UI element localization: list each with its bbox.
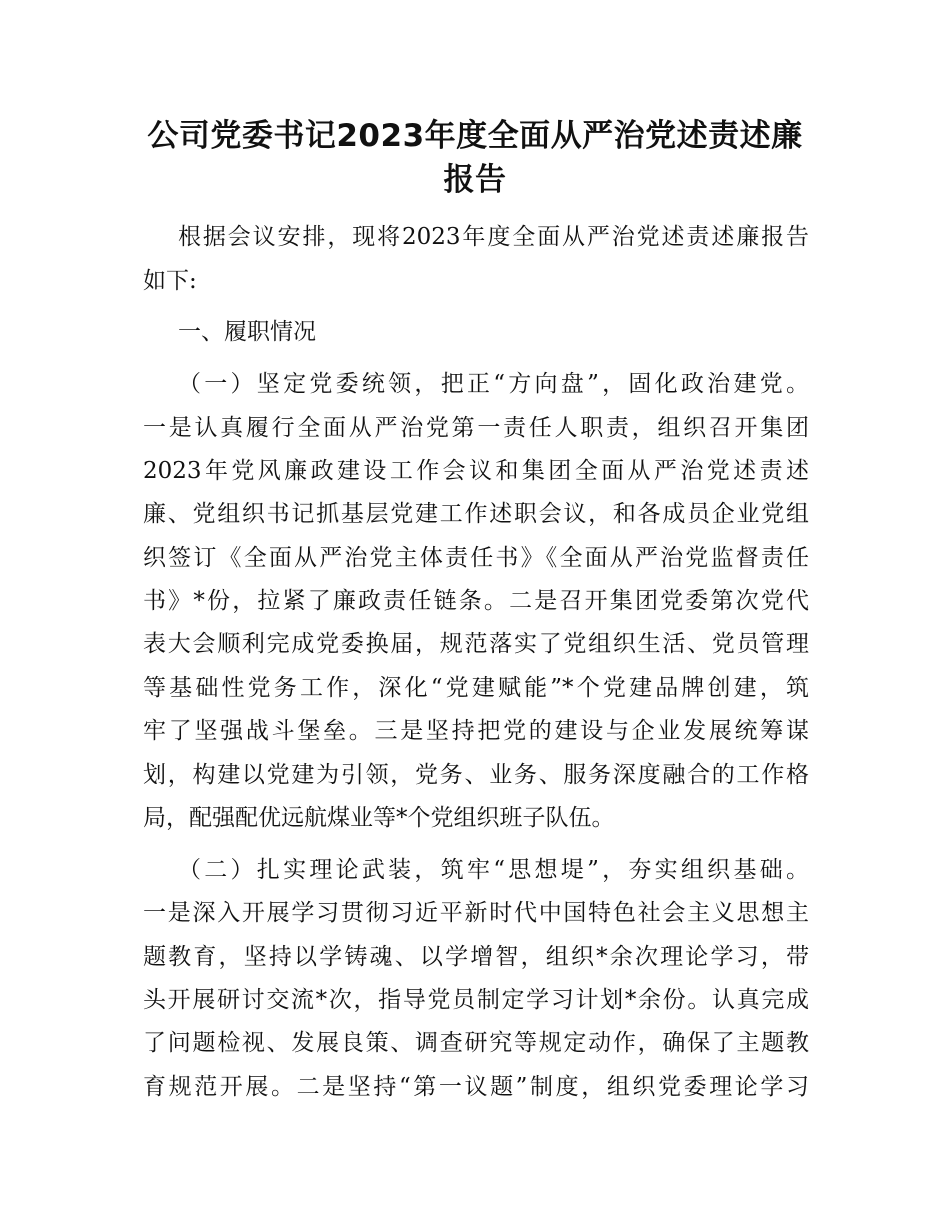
title-line: 报告 xyxy=(443,162,507,198)
body-line: 牢了坚强战斗堡垒。三是坚持把党的建设与企业发展统筹谋 xyxy=(143,718,809,744)
body-line: 书》*份，拉紧了廉政责任链条。二是召开集团党委第次党代 xyxy=(143,588,809,614)
body-line: 织签订《全面从严治党主体责任书》《全面从严治党监督责任 xyxy=(143,545,809,571)
intro-paragraph-end: 如下: xyxy=(143,268,197,294)
body-line: 一是认真履行全面从严治党第一责任人职责，组织召开集团 xyxy=(143,415,809,441)
intro-paragraph: 根据会议安排，现将2023年度全面从严治党述责述廉报告 xyxy=(178,224,809,250)
body-line: 了问题检视、发展良策、调查研究等规定动作，确保了主题教 xyxy=(143,1030,809,1056)
body-line: 一是深入开展学习贯彻习近平新时代中国特色社会主义思想主 xyxy=(143,900,809,926)
document-title xyxy=(120,114,830,202)
body-line: 育规范开展。二是坚持“第一议题”制度，组织党委理论学习 xyxy=(143,1074,809,1100)
body-line: 表大会顺利完成党委换届，规范落实了党组织生活、党员管理 xyxy=(143,631,809,657)
body-line: 划，构建以党建为引领，党务、业务、服务深度融合的工作格 xyxy=(143,762,809,788)
body-line: 2023年党风廉政建设工作会议和集团全面从严治党述责述 xyxy=(143,458,809,484)
body-line: 等基础性党务工作，深化“党建赋能”*个党建品牌创建，筑 xyxy=(143,675,809,701)
body-line: 廉、党组织书记抓基层党建工作述职会议，和各成员企业党组 xyxy=(143,501,809,527)
body-line-end: 局，配强配优远航煤业等*个党组织班子队伍。 xyxy=(143,805,615,831)
subsection-heading: （二）扎实理论武装，筑牢“思想堤”，夯实组织基础。 xyxy=(178,857,809,883)
body-line: 题教育，坚持以学铸魂、以学增智，组织*余次理论学习，带 xyxy=(143,944,809,970)
subsection-heading: （一）坚定党委统领，把正“方向盘”，固化政治建党。 xyxy=(178,371,809,397)
title-line: 公司党委书记2023年度全面从严治党述责述廉 xyxy=(147,118,803,154)
body-line: 头开展研讨交流*次，指导党员制定学习计划*余份。认真完成 xyxy=(143,987,809,1013)
section-heading: 一、履职情况 xyxy=(178,319,316,345)
